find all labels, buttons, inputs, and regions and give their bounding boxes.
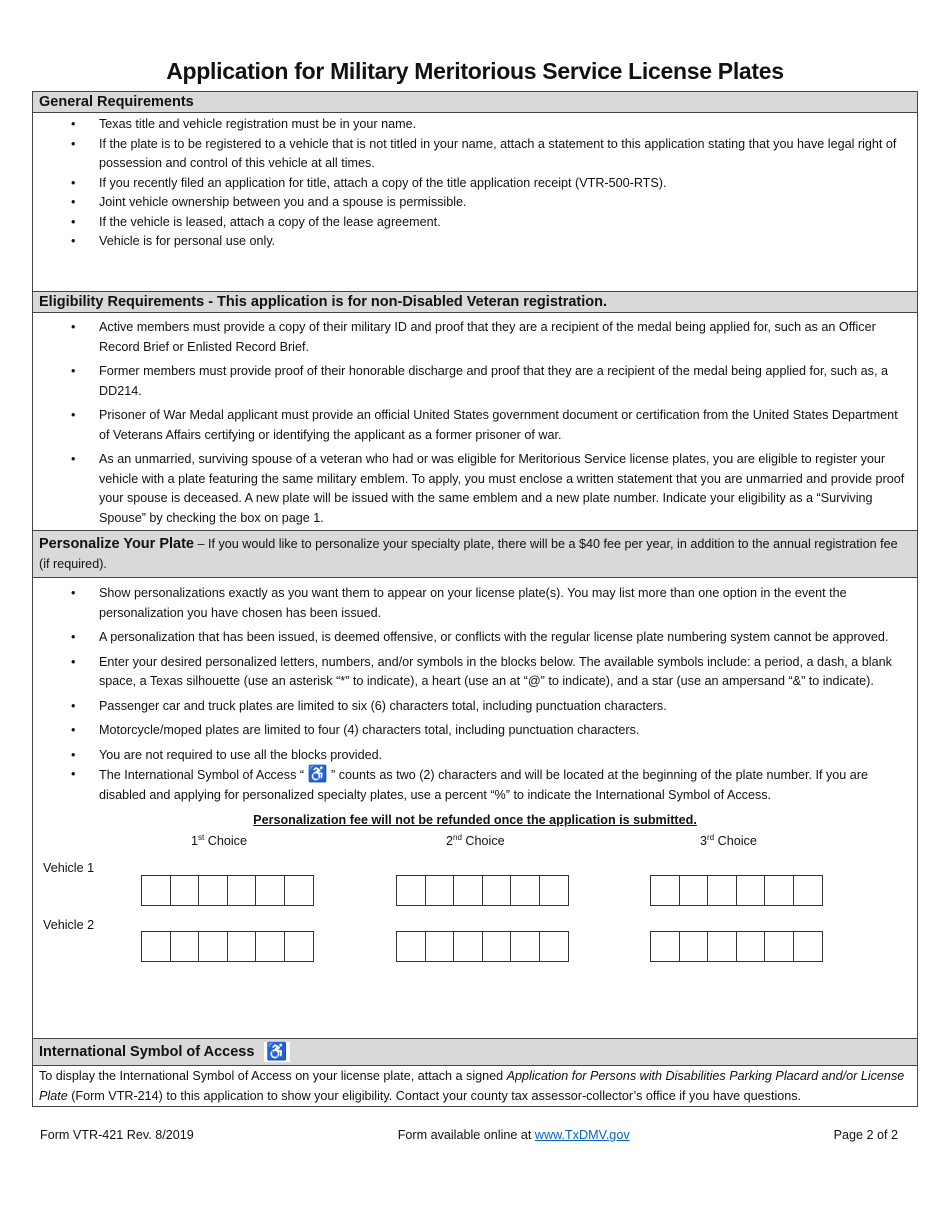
page-number: Page 2 of 2 [833, 1128, 898, 1142]
list-item: • If the plate is to be registered to a vehicle that is not titled in your name, attach a statement to this application stating that you have legal right of possession and control of this vehicle at all times. [99, 135, 911, 174]
character-box[interactable] [540, 876, 569, 905]
character-box[interactable] [511, 932, 540, 961]
character-box[interactable] [142, 876, 171, 905]
character-box[interactable] [651, 932, 680, 961]
character-box[interactable] [199, 932, 228, 961]
character-box[interactable] [397, 932, 426, 961]
character-box[interactable] [511, 876, 540, 905]
plate-boxes-vehicle-2-choice-2 [396, 931, 569, 962]
list-item: • Passenger car and truck plates are limited to six (6) characters total, including punctuation characters. [99, 697, 911, 717]
footer [40, 1128, 898, 1142]
character-box[interactable] [142, 932, 171, 961]
page-title: Application for Military Meritorious Service License Plates [166, 58, 784, 84]
character-box[interactable] [794, 932, 823, 961]
character-box[interactable] [483, 932, 512, 961]
list-item: • Texas title and vehicle registration must be in your name. [99, 115, 911, 135]
plate-boxes-vehicle-1-choice-2 [396, 875, 569, 906]
character-box[interactable] [708, 876, 737, 905]
character-box[interactable] [454, 932, 483, 961]
character-box[interactable] [285, 932, 314, 961]
list-item: • Motorcycle/moped plates are limited to four (4) characters total, including punctuation characters. [99, 721, 911, 741]
isa-text: To display the International Symbol of Access on your license plate, attach a signed Application for Persons with Disabilities Parking Placard and/or License Plate (Form VTR-214) to this application to show your eligibility. Contact your county tax assessor-collector’s office if you have questions. [39, 1069, 905, 1103]
plate-boxes-vehicle-1-choice-1 [141, 875, 314, 906]
choice-3-label: 3rd Choice [700, 833, 757, 849]
plate-boxes-vehicle-2-choice-1 [141, 931, 314, 962]
isa-section [32, 1066, 918, 1107]
character-box[interactable] [483, 876, 512, 905]
plate-boxes-vehicle-2-choice-3 [650, 931, 823, 962]
online-note: Form available online at www.TxDMV.gov [397, 1128, 630, 1142]
character-box[interactable] [256, 932, 285, 961]
character-box[interactable] [540, 932, 569, 961]
character-box[interactable] [199, 876, 228, 905]
character-box[interactable] [651, 876, 680, 905]
character-box[interactable] [397, 876, 426, 905]
list-item: • As an unmarried, surviving spouse of a veteran who had or was eligible for Meritorious Service license plates, you are eligible to register your vehicle with a plate featuring the same military emblem. To apply, you must enclose a written statement that you are unmarried and provide proof your spouse is deceased. A new plate will be issued with the same emblem and a new plate number. Indicate your eligibility as a “Surviving Spouse” by checking the box on page 1. [99, 450, 911, 528]
list-item: • Joint vehicle ownership between you and a spouse is permissible. [99, 193, 911, 213]
isa-heading: International Symbol of Access [39, 1044, 255, 1060]
character-box[interactable] [228, 876, 257, 905]
list-item: • Show personalizations exactly as you want them to appear on your license plate(s). You may list more than one option in the event the personalization you have chosen has been issued. [99, 584, 911, 623]
character-box[interactable] [228, 932, 257, 961]
character-box[interactable] [171, 876, 200, 905]
vehicle-1-label: Vehicle 1 [43, 861, 95, 875]
heading-bold: Personalize Your Plate [39, 536, 194, 552]
choice-1-label: 1st Choice [191, 833, 247, 849]
character-box[interactable] [285, 876, 314, 905]
character-box[interactable] [256, 876, 285, 905]
section-heading [33, 531, 917, 578]
character-box[interactable] [680, 932, 709, 961]
section-heading: Eligibility Requirements - This application is for non-Disabled Veteran registration. [33, 292, 917, 313]
character-box[interactable] [794, 876, 823, 905]
character-box[interactable] [737, 932, 766, 961]
list-item: • If you recently filed an application for title, attach a copy of the title application receipt (VTR-500-RTS). [99, 174, 911, 194]
heading-text: – If you would like to personalize your specialty plate, there will be a $40 fee per year, in addition to the annual registration fee (if required). [39, 537, 898, 571]
list-item: • The International Symbol of Access “ ♿ ” counts as two (2) characters and will be located at the beginning of the plate number. If you are disabled and applying for personalized specialty plates, use a percent “%” to indicate the International Symbol of Access. [99, 765, 911, 805]
character-box[interactable] [680, 876, 709, 905]
refund-note: Personalization fee will not be refunded once the application is submitted. [253, 813, 697, 827]
wheelchair-icon: ♿ [307, 766, 328, 783]
section-heading [32, 1038, 918, 1066]
character-box[interactable] [737, 876, 766, 905]
character-box[interactable] [765, 932, 794, 961]
character-box[interactable] [765, 876, 794, 905]
list-item: • You are not required to use all the blocks provided. [99, 746, 911, 766]
character-box[interactable] [171, 932, 200, 961]
personalize-plate [32, 530, 918, 1061]
character-box[interactable] [426, 932, 455, 961]
list-item: • Former members must provide proof of their honorable discharge and proof that they are a recipient of the medal being applied for, such as, a DD214. [99, 362, 911, 401]
list-item: • Prisoner of War Medal applicant must provide an official United States government document or certification from the United States Department of Veterans Affairs certifying or identifying the applicant as a former prisoner of war. [99, 406, 911, 445]
choice-2-label: 2nd Choice [446, 833, 505, 849]
eligibility-requirements [32, 291, 918, 531]
wheelchair-icon: ♿ [266, 1042, 288, 1061]
character-box[interactable] [454, 876, 483, 905]
list-item: • Active members must provide a copy of their military ID and proof that they are a recipient of the medal being applied for, such as an Officer Record Brief or Enlisted Record Brief. [99, 318, 911, 357]
list-item: • A personalization that has been issued, is deemed offensive, or conflicts with the regular license plate numbering system cannot be approved. [99, 628, 911, 648]
list-item: • If the vehicle is leased, attach a copy of the lease agreement. [99, 213, 911, 233]
character-box[interactable] [426, 876, 455, 905]
general-requirements [32, 91, 918, 292]
plate-boxes-vehicle-1-choice-3 [650, 875, 823, 906]
vehicle-2-label: Vehicle 2 [43, 918, 95, 932]
section-heading: General Requirements [33, 92, 917, 113]
character-box[interactable] [708, 932, 737, 961]
list-item: • Vehicle is for personal use only. [99, 232, 911, 252]
personalization-grid [33, 833, 917, 1003]
form-number: Form VTR-421 Rev. 8/2019 [40, 1128, 194, 1142]
list-item: • Enter your desired personalized letters, numbers, and/or symbols in the blocks below. The available symbols include: a period, a dash, a blank space, a Texas silhouette (use an asterisk “*” to indicate), a heart (use an at “@” to indicate), and a star (use an ampersand “&” to indicate). [99, 653, 911, 692]
txdmv-link[interactable]: www.TxDMV.gov [534, 1128, 630, 1142]
